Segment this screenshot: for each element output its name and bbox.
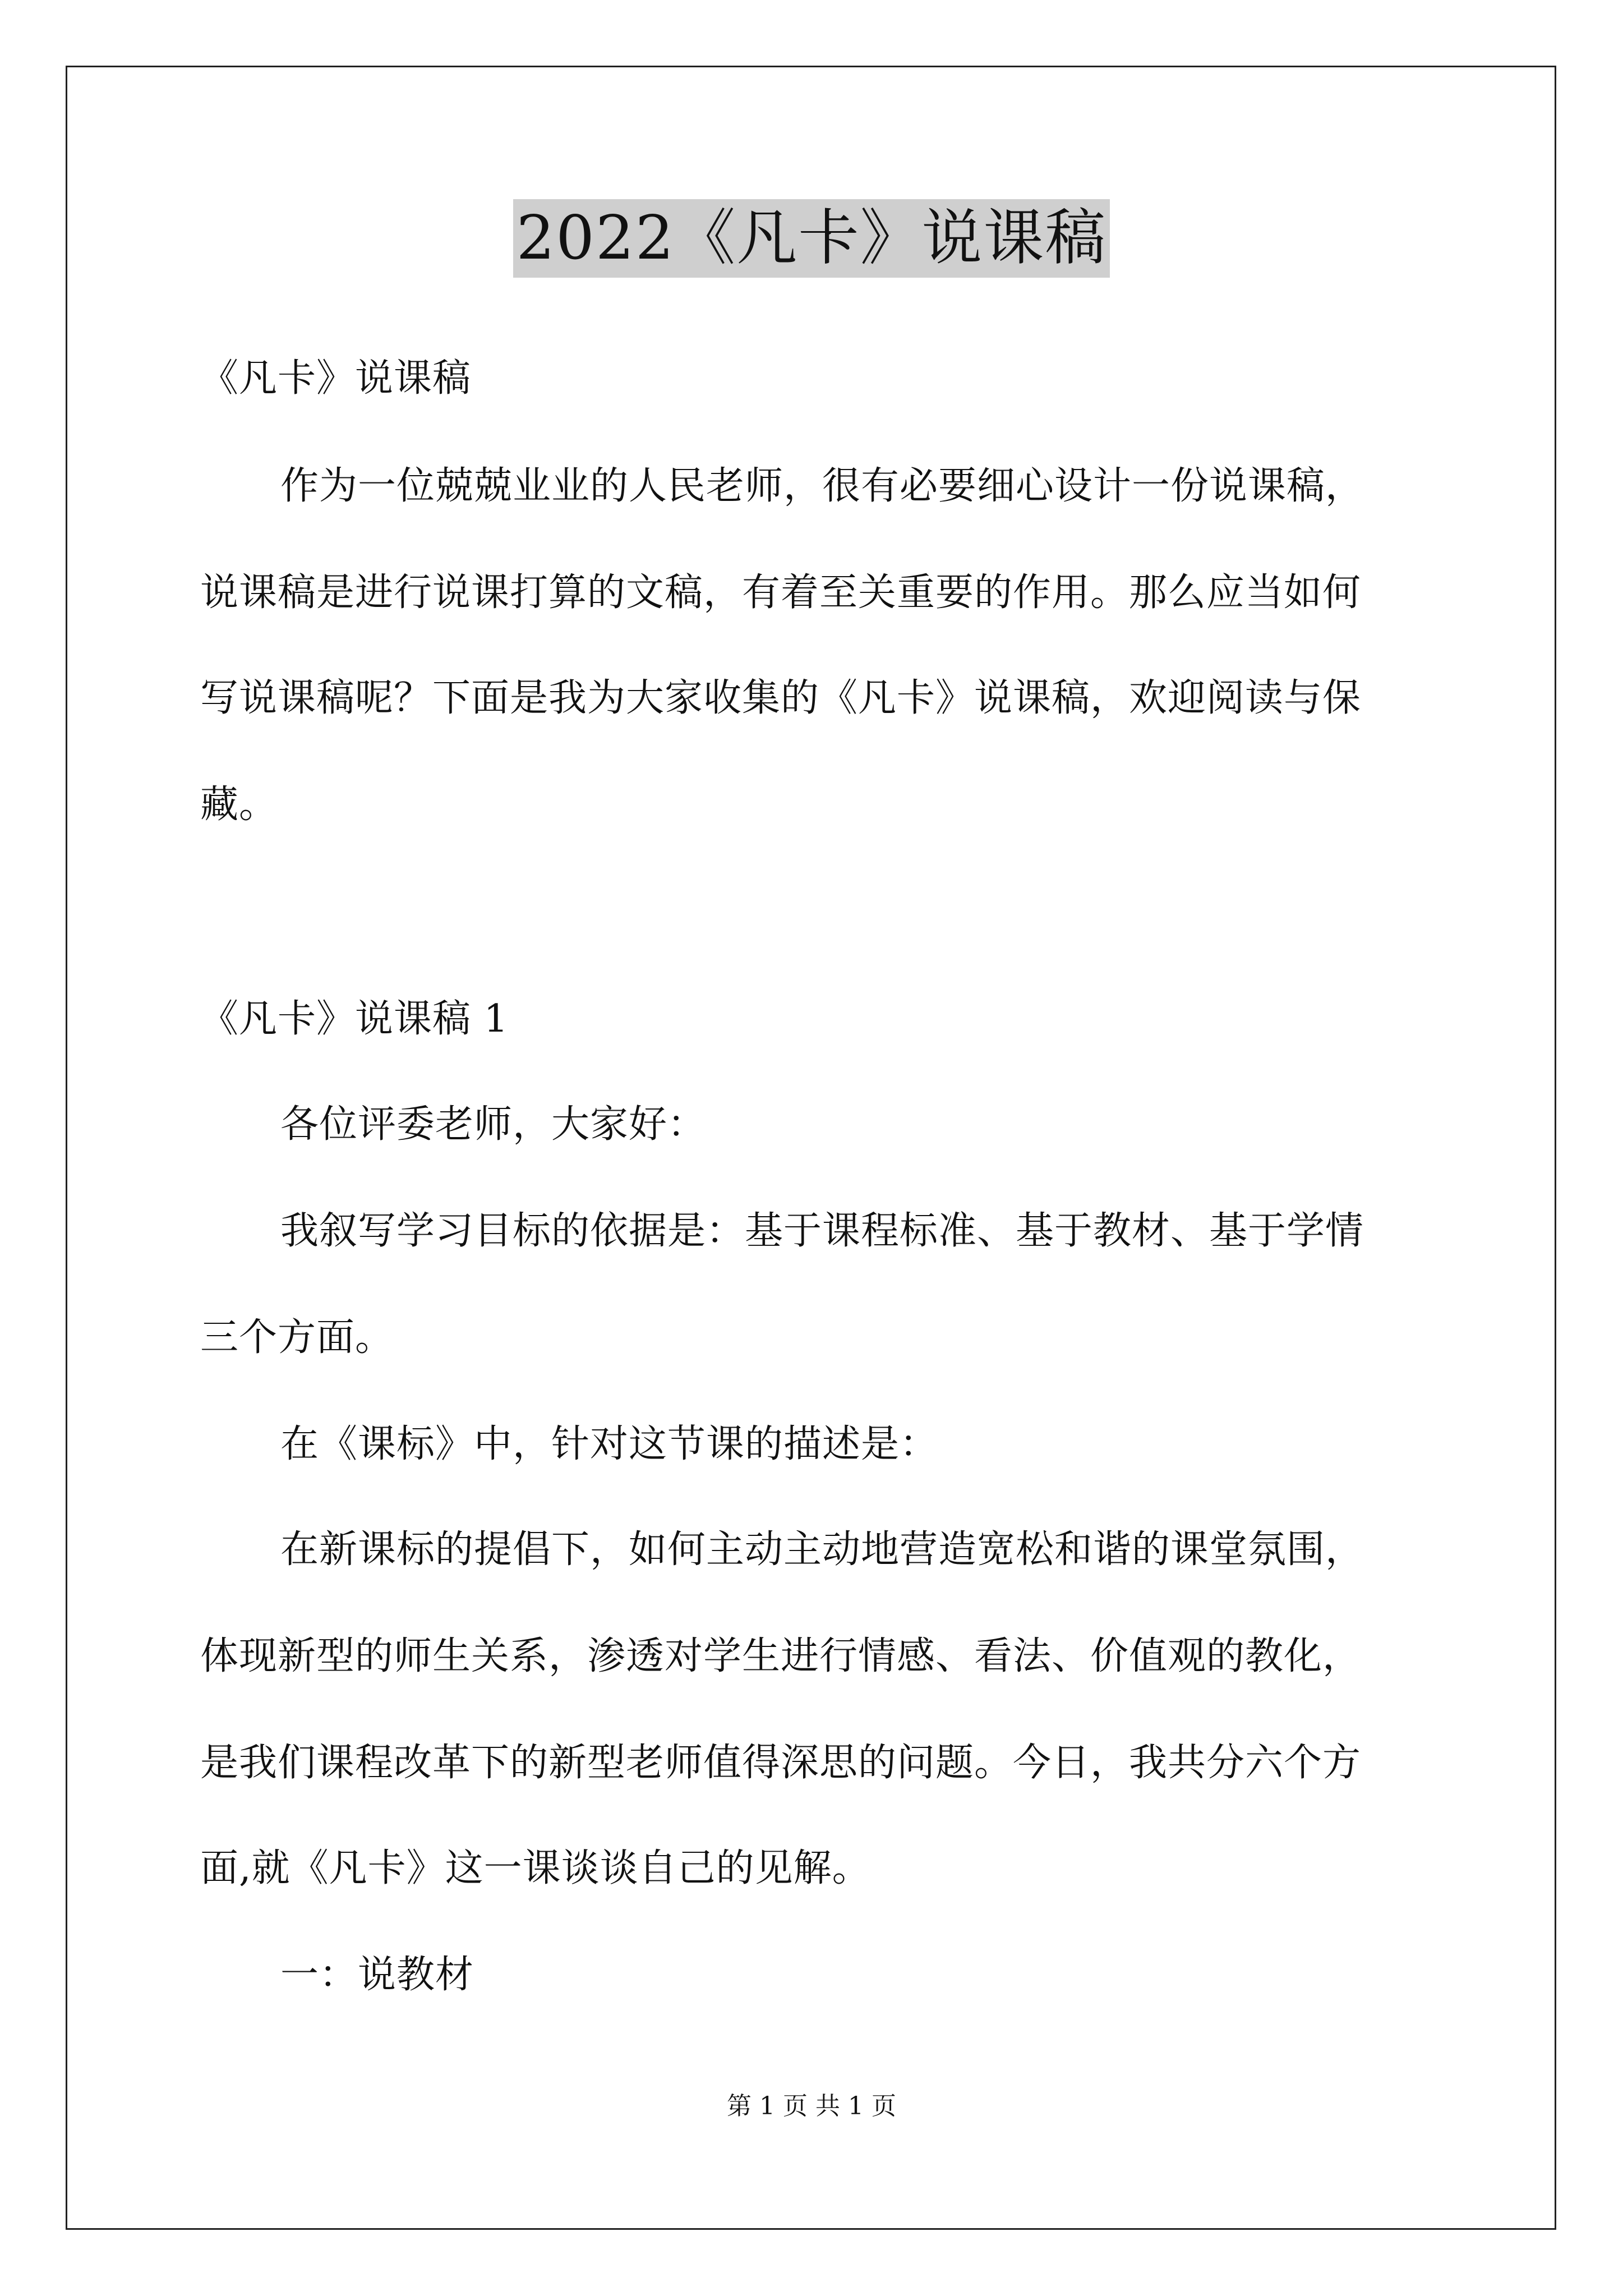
page-footer: 第 1 页 共 1 页 bbox=[727, 2092, 896, 2120]
title-container bbox=[0, 199, 1623, 278]
body-line-8: 面,就《凡卡》这一课谈谈自己的见解。 bbox=[200, 1846, 871, 1890]
body-line-2: 我叙写学习目标的依据是：基于课程标准、基于教材、基于学情 bbox=[280, 1209, 1364, 1253]
section-heading: 《凡卡》说课稿 1 bbox=[200, 997, 509, 1041]
body-line-6: 体现新型的师生关系，渗透对学生进行情感、看法、价值观的教化， bbox=[200, 1634, 1362, 1678]
intro-line-2: 说课稿是进行说课打算的文稿，有着至关重要的作用。那么应当如何 bbox=[200, 570, 1362, 615]
body-line-9: 一：说教材 bbox=[280, 1953, 474, 1997]
document-title: 2022《凡卡》说课稿 bbox=[513, 199, 1110, 278]
intro-line-3: 写说课稿呢？下面是我为大家收集的《凡卡》说课稿，欢迎阅读与保 bbox=[200, 676, 1362, 720]
body-line-1: 各位评委老师，大家好： bbox=[280, 1102, 707, 1147]
body-line-3: 三个方面。 bbox=[200, 1315, 394, 1360]
body-line-4: 在《课标》中，针对这节课的描述是： bbox=[280, 1422, 939, 1466]
body-line-7: 是我们课程改革下的新型老师值得深思的问题。今日，我共分六个方 bbox=[200, 1741, 1362, 1785]
intro-line-1: 作为一位兢兢业业的人民老师，很有必要细心设计一份说课稿， bbox=[280, 464, 1364, 508]
document-subtitle: 《凡卡》说课稿 bbox=[200, 356, 472, 401]
intro-line-4: 藏。 bbox=[200, 783, 278, 827]
body-line-5: 在新课标的提倡下，如何主动主动地营造宽松和谐的课堂氛围， bbox=[280, 1527, 1364, 1572]
